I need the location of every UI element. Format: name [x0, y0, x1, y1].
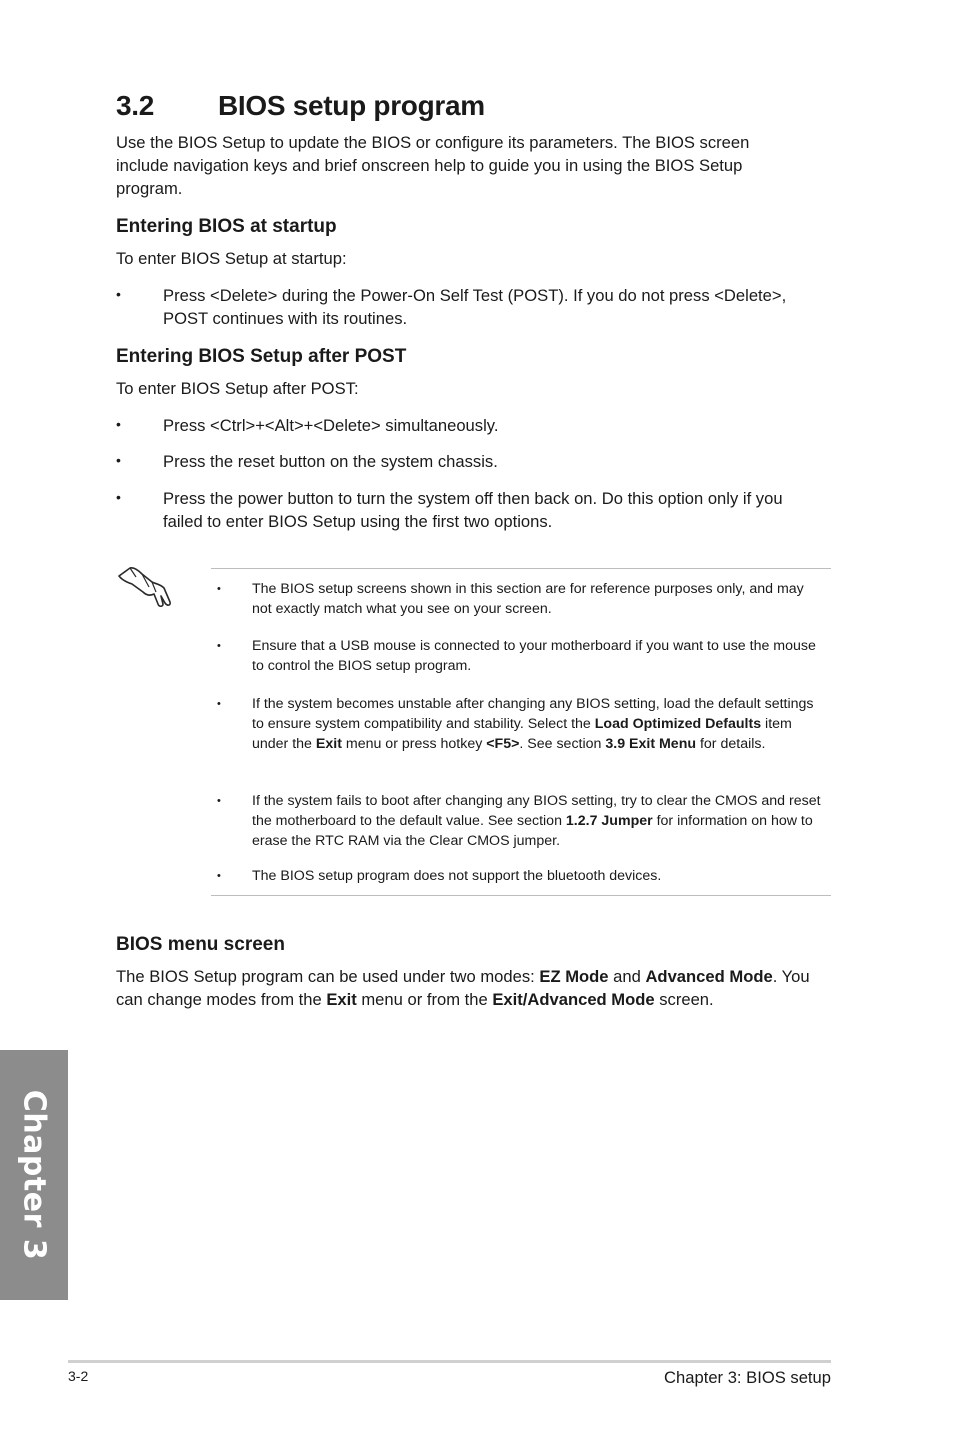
- bullet-marker: •: [116, 489, 121, 505]
- bullet-marker: •: [116, 452, 121, 468]
- page-number: 3-2: [68, 1368, 89, 1384]
- note-item: The BIOS setup program does not support the bluetooth devices.: [252, 868, 662, 884]
- bullet-marker: •: [116, 416, 121, 432]
- bullet-marker: •: [116, 286, 121, 302]
- section-number: 3.2: [116, 90, 155, 121]
- footer-rule: [68, 1360, 831, 1363]
- note-bottom-rule: [211, 895, 831, 896]
- after-post-lead: To enter BIOS Setup after POST:: [116, 379, 359, 398]
- startup-item: Press <Delete> during the Power-On Self Test (POST). If you do not press <Delete>, POST continues with its routines.: [163, 286, 787, 328]
- after-post-item: Press the power button to turn the system off then back on. Do this option only if you failed to enter BIOS Setup using the first two options.: [163, 489, 783, 531]
- note-bullet-marker: •: [217, 698, 221, 710]
- note-bullet-marker: •: [217, 870, 221, 882]
- chapter-tab-label: Chapter 3: [16, 1089, 52, 1261]
- note-item: The BIOS setup screens shown in this section are for reference purposes only, and may not exactly match what you see on your screen.: [252, 581, 804, 617]
- menu-screen-heading: BIOS menu screen: [116, 934, 285, 955]
- startup-lead: To enter BIOS Setup at startup:: [116, 249, 347, 268]
- note-bullet-marker: •: [217, 795, 221, 807]
- menu-screen-paragraph: The BIOS Setup program can be used under two modes: EZ Mode and Advanced Mode. You can change modes from the Exit menu or from the Exit/Advanced Mode screen.: [116, 967, 810, 1009]
- hand-note-icon: [116, 562, 174, 608]
- section-title: BIOS setup program: [218, 90, 485, 121]
- startup-heading: Entering BIOS at startup: [116, 216, 337, 237]
- note-item: If the system fails to boot after changing any BIOS setting, try to clear the CMOS and reset the motherboard to the default value. See section 1.2.7 Jumper for information on how to erase the RTC RAM via the Clear CMOS jumper.: [252, 793, 821, 849]
- footer-chapter-title: Chapter 3: BIOS setup: [664, 1368, 831, 1387]
- note-bullet-marker: •: [217, 640, 221, 652]
- note-top-rule: [211, 568, 831, 569]
- intro-paragraph: Use the BIOS Setup to update the BIOS or configure its parameters. The BIOS screen include navigation keys and brief onscreen help to guide you in using the BIOS Setup program.: [116, 133, 750, 198]
- after-post-item: Press <Ctrl>+<Alt>+<Delete> simultaneously.: [163, 416, 499, 435]
- chapter-side-tab: [0, 1050, 68, 1300]
- after-post-item: Press the reset button on the system chassis.: [163, 452, 498, 471]
- note-item: If the system becomes unstable after changing any BIOS setting, load the default settings to ensure system compatibility and stability. Select the Load Optimized Defaults item under the Exit menu or press hotkey <F5>. See section 3.9 Exit Menu for details.: [252, 696, 814, 752]
- after-post-heading: Entering BIOS Setup after POST: [116, 346, 407, 367]
- note-bullet-marker: •: [217, 583, 221, 595]
- note-item: Ensure that a USB mouse is connected to your motherboard if you want to use the mouse to control the BIOS setup program.: [252, 638, 816, 674]
